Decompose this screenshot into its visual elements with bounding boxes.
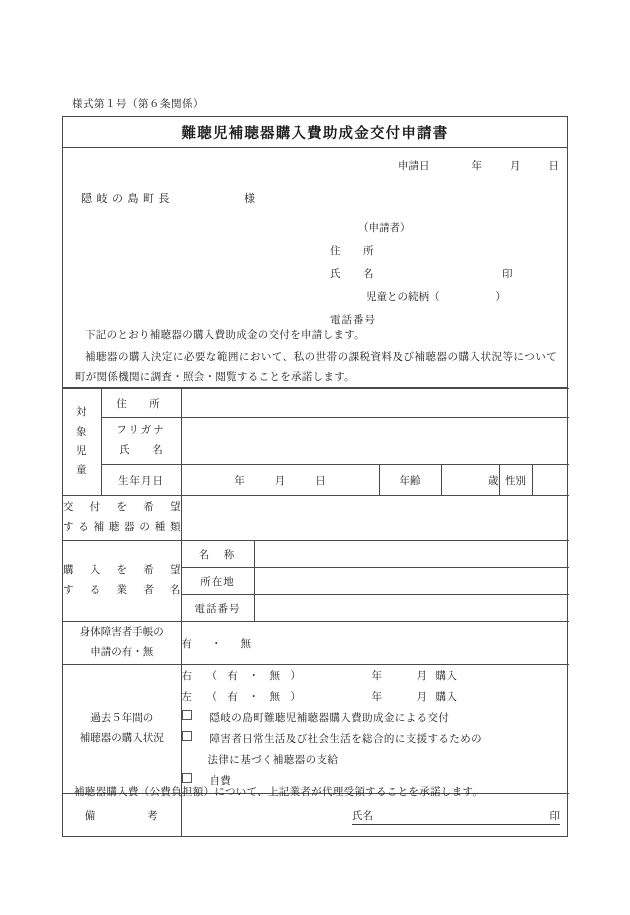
- seal-icon: 印: [502, 269, 513, 280]
- vendor-label-cell: [63, 541, 181, 622]
- addressee-honorific: 様: [244, 193, 255, 205]
- left-paren-close: ）: [290, 692, 302, 703]
- right-option-no[interactable]: 無: [269, 671, 281, 682]
- consent-statement: 補聴器購入費（公費負担額）について、上記業者が代理受領することを承諾します。: [74, 787, 484, 798]
- child-vertical-label: [63, 389, 101, 496]
- statement-line-2: 補聴器の購入決定に必要な範囲において、私の世帯の課税資料及び補聴器の購入状況等について町が関係機関に調査・照会・閲覧することを承諾します。: [75, 352, 557, 383]
- right-purchased-label: 購入: [435, 671, 458, 682]
- table-row-child-name: [63, 418, 569, 465]
- purchase-history-label-line2: 補聴器の購入状況: [79, 733, 164, 744]
- title-band: [63, 117, 567, 148]
- disability-certificate-label-line2: 申請の有・無: [90, 647, 154, 658]
- left-month-label: 月: [416, 692, 428, 703]
- right-option-separator: ・: [248, 671, 260, 682]
- form-table: [63, 388, 569, 836]
- child-name-input[interactable]: [181, 418, 569, 465]
- applicant-address-row: [318, 243, 506, 266]
- disability-option-no[interactable]: 無: [240, 638, 252, 650]
- vendor-phone-label: 電話番号: [181, 595, 254, 622]
- child-dob-input[interactable]: [181, 465, 379, 496]
- child-dob-label: 生年月日: [101, 465, 181, 496]
- applicant-section-label-row: [318, 220, 506, 243]
- right-month-label: 月: [416, 671, 428, 682]
- left-option-no[interactable]: 無: [269, 692, 281, 703]
- applicant-name-label: 氏 名: [330, 269, 380, 280]
- checkbox-label-support-law-continued: 法律に基づく補聴器の支給: [207, 755, 339, 766]
- right-paren-open: （: [206, 671, 218, 682]
- signature-seal-icon: 印: [549, 811, 560, 822]
- right-year-label: 年: [371, 671, 383, 682]
- table-row-vendor-name: [63, 541, 569, 568]
- left-ear-label: 左: [181, 692, 193, 703]
- table-row-child-address: [63, 389, 569, 418]
- right-ear-label: 右: [181, 671, 193, 682]
- child-vlabel-char-1: 対: [76, 407, 88, 419]
- child-name-label-cell: [101, 418, 181, 465]
- form-number: 様式第１号（第６条関係）: [72, 99, 204, 110]
- disability-certificate-label-cell: [63, 622, 181, 665]
- child-furigana-label: フリガナ: [116, 424, 166, 436]
- table-row-disability-certificate: [63, 622, 569, 665]
- applicant-address-label: 住 所: [330, 246, 380, 257]
- vendor-location-label: 所在地: [181, 568, 254, 595]
- checkbox-label-grant: 隠岐の島町難聴児補聴器購入費助成金による交付: [209, 713, 450, 724]
- purchase-history-label-line1: 過去５年間の: [90, 712, 154, 724]
- applicant-relation-close: ）: [495, 292, 506, 303]
- addressee-line: [81, 190, 255, 206]
- child-vlabel-char-3: 児: [76, 446, 88, 457]
- device-type-label-line2: する補聴器の種類: [63, 522, 181, 533]
- purchase-history-right-line[interactable]: [182, 666, 570, 687]
- application-date-label: 申請日: [398, 161, 430, 172]
- vendor-location-input[interactable]: [254, 568, 569, 595]
- vendor-phone-input[interactable]: [254, 595, 569, 622]
- device-type-label-cell: [63, 496, 181, 541]
- purchase-history-checkbox-2-row[interactable]: [182, 729, 570, 750]
- date-day-label: 日: [548, 161, 559, 172]
- child-age-input[interactable]: 歳: [441, 465, 499, 496]
- device-type-label-line1: 交付を希望: [63, 501, 181, 513]
- date-year-label: 年: [471, 161, 482, 172]
- vendor-name-input[interactable]: [254, 541, 569, 568]
- vendor-name-label: 名 称: [181, 541, 254, 568]
- child-vlabel-char-4: 童: [76, 465, 88, 477]
- child-name-label: 氏 名: [119, 445, 169, 456]
- table-row-purchase-history: [63, 665, 569, 794]
- checkbox-label-self-pay: 自費: [209, 776, 232, 787]
- table-row-device-type: [63, 496, 569, 541]
- application-date-line: [398, 158, 559, 173]
- checkbox-icon-grant[interactable]: [182, 710, 192, 720]
- intro-block: [63, 148, 567, 388]
- checkbox-icon-support-law[interactable]: [182, 731, 192, 741]
- signature-line[interactable]: [352, 808, 560, 825]
- disability-certificate-label-line1: 身体障害者手帳の: [79, 626, 164, 638]
- left-option-separator: ・: [248, 692, 260, 703]
- child-gender-label: 性別: [499, 465, 532, 496]
- disability-option-yes[interactable]: 有: [181, 638, 193, 650]
- child-gender-input[interactable]: [532, 465, 569, 496]
- disability-option-separator: ・: [211, 638, 223, 650]
- applicant-section-label: （申請者）: [358, 223, 411, 234]
- child-address-label: 住 所: [101, 389, 181, 418]
- left-year-label: 年: [371, 692, 383, 703]
- checkbox-label-support-law: 障害者日常生活及び社会生活を総合的に支援するための: [209, 734, 482, 745]
- applicant-relation-label: 児童との続柄（: [366, 292, 440, 303]
- vendor-label-line2: する業者名: [63, 585, 181, 596]
- remarks-label-cell: [63, 794, 181, 837]
- purchase-history-label-cell: [63, 665, 181, 794]
- purchase-history-checkbox-1-row[interactable]: [182, 708, 570, 729]
- purchase-history-left-line[interactable]: [182, 687, 570, 708]
- signature-name-label: 氏名: [352, 811, 373, 822]
- applicant-name-row: [318, 266, 513, 289]
- right-paren-close: ）: [290, 671, 302, 682]
- addressee-name: 隠岐の島町長: [81, 193, 174, 205]
- device-type-input[interactable]: [181, 496, 569, 541]
- child-vlabel-char-2: 象: [76, 426, 88, 438]
- page-title: 難聴児補聴器購入費助成金交付申請書: [181, 125, 449, 142]
- child-dob-month-label: 月: [274, 475, 286, 487]
- checkbox-icon-self-pay[interactable]: [182, 773, 192, 783]
- child-dob-year-label: 年: [234, 475, 245, 487]
- left-option-yes[interactable]: 有: [227, 692, 239, 703]
- statement-line-1: 下記のとおり補聴器の購入費助成金の交付を申請します。: [85, 330, 365, 341]
- vendor-label-line1: 購入を希望: [63, 564, 181, 576]
- remarks-label: 備考: [84, 810, 159, 822]
- child-dob-day-label: 日: [315, 475, 326, 487]
- applicant-phone-label: 電話番号: [330, 315, 376, 326]
- child-address-input[interactable]: [181, 389, 569, 418]
- left-purchased-label: 購入: [435, 692, 458, 703]
- right-option-yes[interactable]: 有: [227, 671, 239, 682]
- table-row-child-dob: [63, 465, 569, 496]
- date-month-label: 月: [510, 161, 521, 172]
- left-paren-open: （: [206, 692, 218, 703]
- form-frame: [62, 116, 568, 837]
- applicant-block: [318, 220, 513, 335]
- child-age-label: 年齢: [379, 465, 441, 496]
- disability-certificate-options[interactable]: [181, 622, 569, 665]
- applicant-relation-row: [318, 289, 506, 312]
- purchase-history-content: [181, 665, 569, 794]
